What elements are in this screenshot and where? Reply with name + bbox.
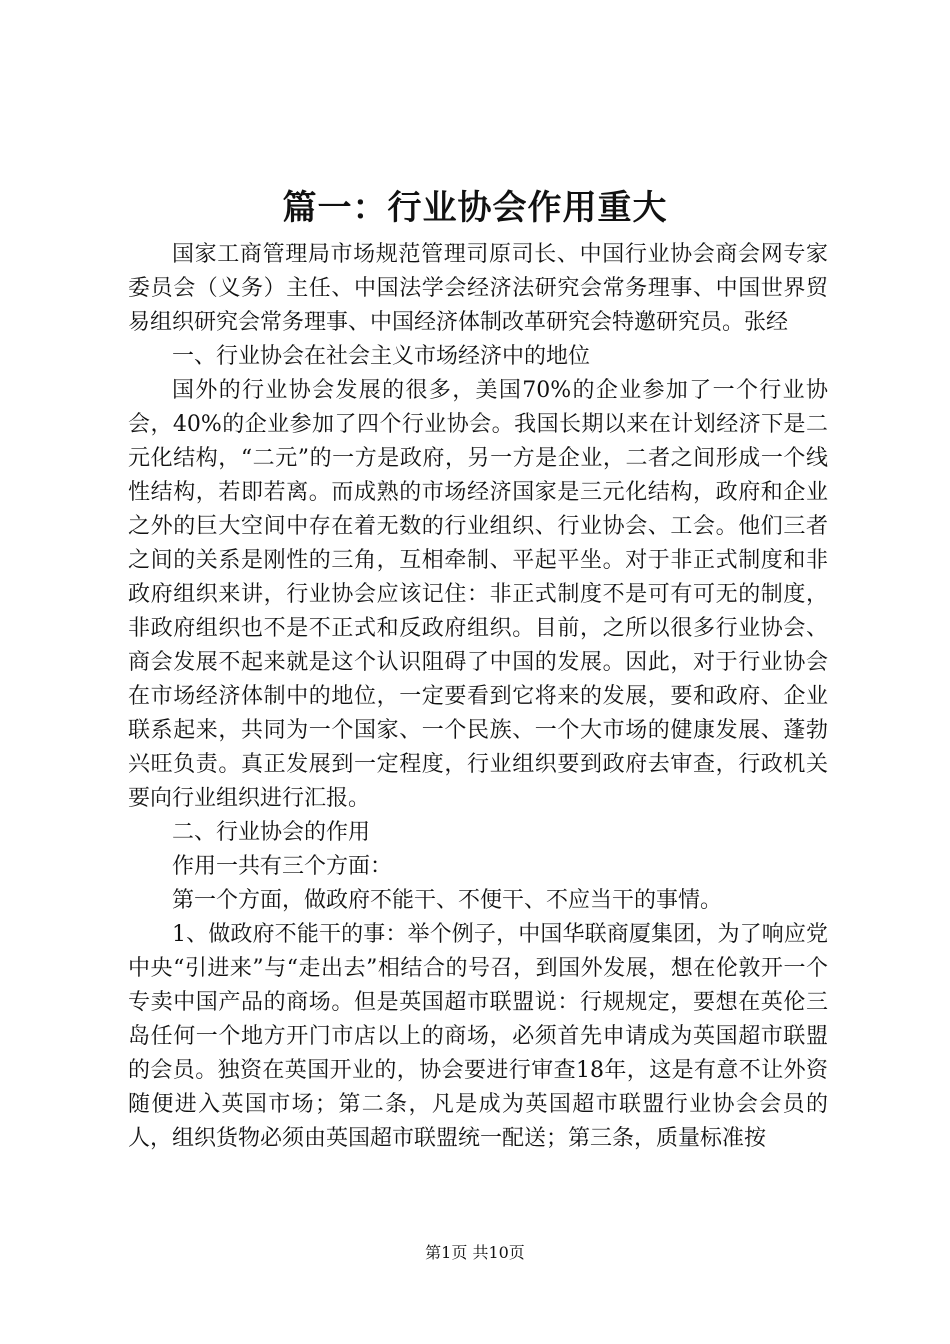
paragraph-status: 国外的行业协会发展的很多，美国70%的企业参加了一个行业协会，40%的企业参加了四个行业协会。我国长期以来在计划经济下是二元化结构，“二元”的一方是政府，另一方是企业，二者之间形成一个线性结构，若即若离。而成熟的市场经济国家是三元化结构，政府和企业之外的巨大空间中存在着无数的行业组织、行业协会、工会。他们三者之间的关系是刚性的三角，互相牵制、平起平坐。对于非正式制度和非政府组织来讲，行业协会应该记住：非正式制度不是可有可无的制度，非政府组织也不是不正式和反政府组织。目前，之所以很多行业协会、商会发展不起来就是这个认识阻碍了中国的发展。因此，对于行业协会在市场经济体制中的地位，一定要看到它将来的发展，要和政府、企业联系起来，共同为一个国家、一个民族、一个大市场的健康发展、蓬勃兴旺负责。真正发展到一定程度，行业组织要到政府去审查，行政机关要向行业组织进行汇报。 — [128, 378, 828, 811]
paragraph-author-intro: 国家工商管理局市场规范管理司原司长、中国行业协会商会网专家委员会（义务）主任、中国法学会经济法研究会常务理事、中国世界贸易组织研究会常务理事、中国经济体制改革研究会特邀研究员。张经 — [128, 242, 828, 335]
document-title: 篇一：行业协会作用重大 — [282, 188, 668, 228]
paragraph-three-aspects: 作用一共有三个方面： — [172, 854, 393, 879]
paragraph-example: 1、做政府不能干的事：举个例子，中国华联商厦集团，为了响应党中央“引进来”与“走出去”相结合的号召，到国外发展，想在伦敦开一个专卖中国产品的商场。但是英国超市联盟说：行规规定，要想在英伦三岛任何一个地方开门市店以上的商场，必须首先申请成为英国超市联盟的会员。独资在英国开业的，协会要进行审查18年，这是有意不让外资随便进入英国市场；第二条，凡是成为英国超市联盟行业协会会员的人，组织货物必须由英国超市联盟统一配送；第三条，质量标准按 — [128, 922, 828, 1151]
page-footer: 第1页 共10页 — [425, 1243, 525, 1262]
document-body — [128, 238, 828, 1156]
paragraph-first-aspect: 第一个方面，做政府不能干、不便干、不应当干的事情。 — [172, 888, 723, 913]
section-heading-1: 一、行业协会在社会主义市场经济中的地位 — [172, 344, 591, 369]
section-heading-2: 二、行业协会的作用 — [172, 820, 371, 845]
